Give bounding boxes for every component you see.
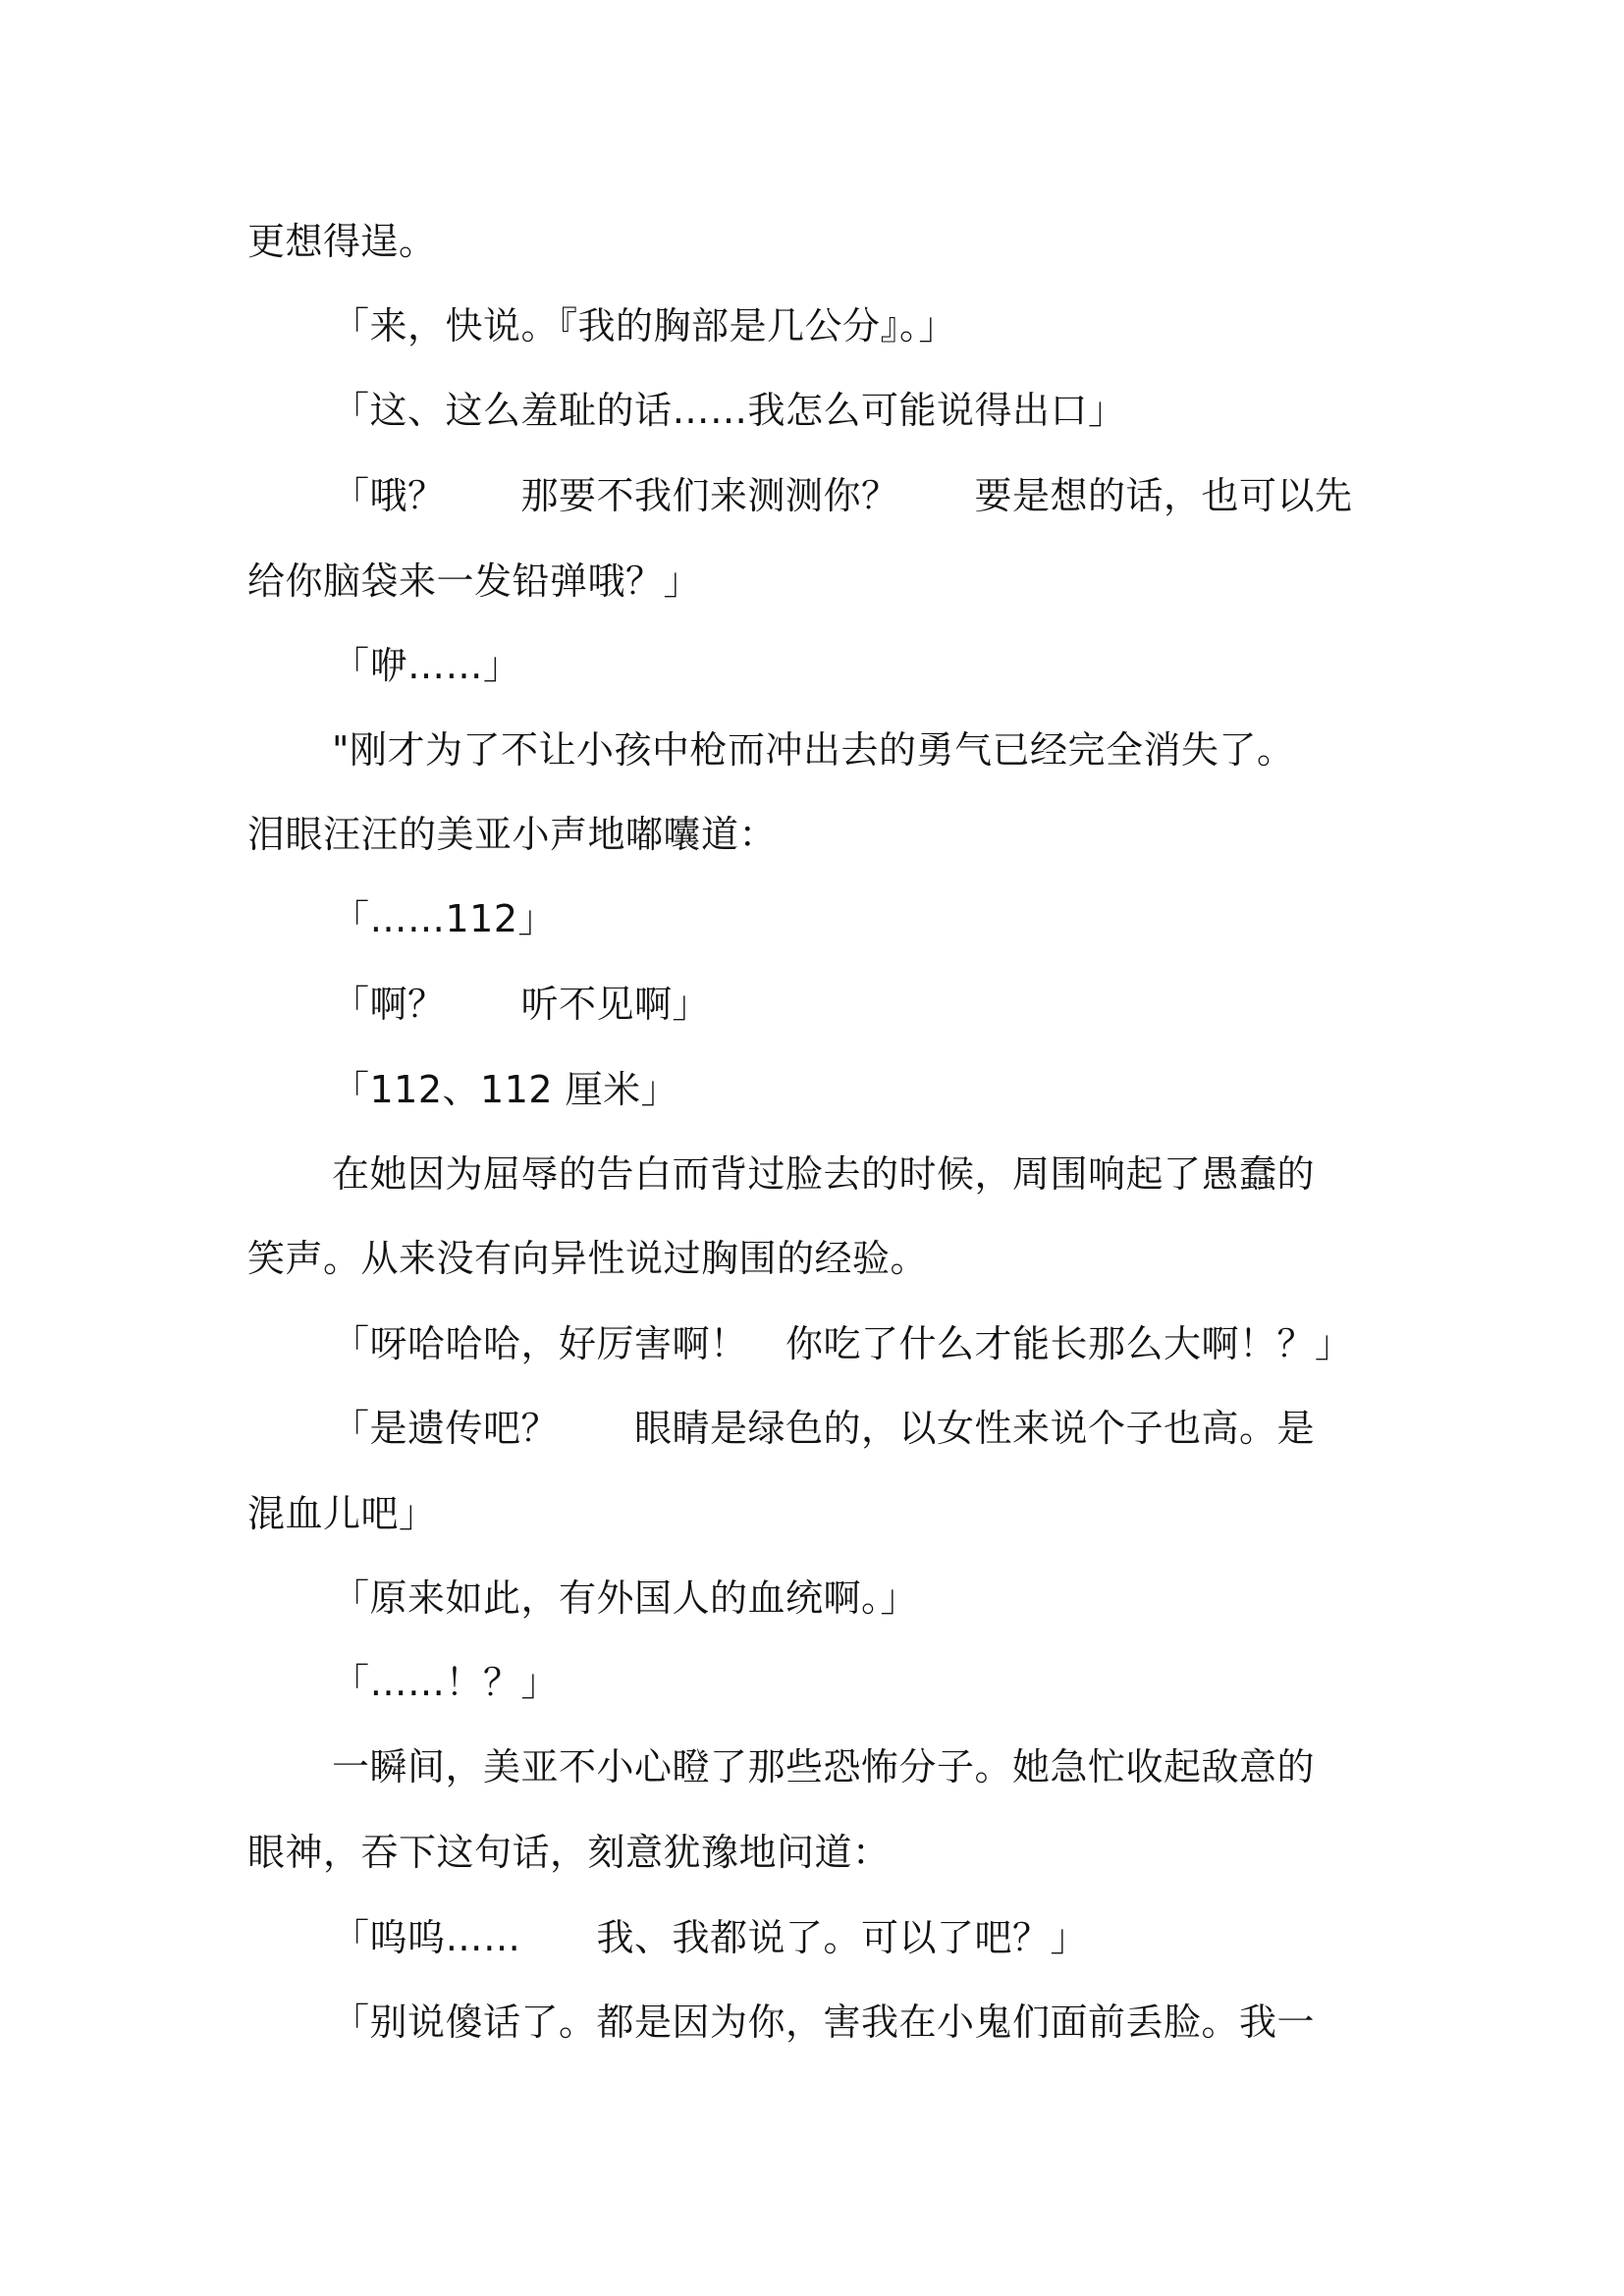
text-line-20: 眼神，吞下这句话，刻意犹豫地问道： bbox=[247, 1831, 891, 1874]
text-line-3: 「这、这么羞耻的话……我怎么可能说得出口」 bbox=[332, 389, 1126, 432]
text-line-21: 「呜呜…… 我、我都说了。可以了吧？」 bbox=[332, 1916, 1089, 1959]
text-line-2: 「来，快说。『我的胸部是几公分』。」 bbox=[332, 304, 957, 347]
text-line-22: 「别说傻话了。都是因为你，害我在小鬼们面前丢脸。我一 bbox=[332, 2001, 1316, 2044]
text-line-17: 「原来如此，有外国人的血统啊。」 bbox=[332, 1576, 919, 1620]
text-line-5: 给你脑袋来一发铅弹哦？」 bbox=[247, 560, 702, 603]
text-line-18: 「……！？」 bbox=[332, 1661, 560, 1704]
text-line-11: 「112、112 厘米」 bbox=[332, 1068, 679, 1111]
text-line-6: 「咿……」 bbox=[332, 644, 521, 687]
text-line-1: 更想得逞。 bbox=[247, 220, 437, 263]
text-line-13: 笑声。从来没有向异性说过胸围的经验。 bbox=[247, 1237, 929, 1280]
text-line-10: 「啊？ 听不见啊」 bbox=[332, 983, 711, 1026]
text-line-14: 「呀哈哈哈，好厉害啊！ 你吃了什么才能长那么大啊！？」 bbox=[332, 1322, 1353, 1365]
text-line-7: "刚才为了不让小孩中枪而冲出去的勇气已经完全消失了。 bbox=[332, 728, 1295, 772]
text-line-8: 泪眼汪汪的美亚小声地嘟囔道： bbox=[247, 813, 778, 856]
text-line-9: 「……112」 bbox=[332, 897, 557, 940]
text-line-4: 「哦？ 那要不我们来测测你？ 要是想的话，也可以先 bbox=[332, 474, 1353, 517]
text-line-12: 在她因为屈辱的告白而背过脸去的时候，周围响起了愚蠢的 bbox=[332, 1152, 1316, 1196]
text-line-19: 一瞬间，美亚不小心瞪了那些恐怖分子。她急忙收起敌意的 bbox=[332, 1745, 1316, 1789]
text-line-15: 「是遗传吧？ 眼睛是绿色的，以女性来说个子也高。是 bbox=[332, 1407, 1316, 1450]
text-line-16: 混血儿吧」 bbox=[247, 1492, 437, 1535]
